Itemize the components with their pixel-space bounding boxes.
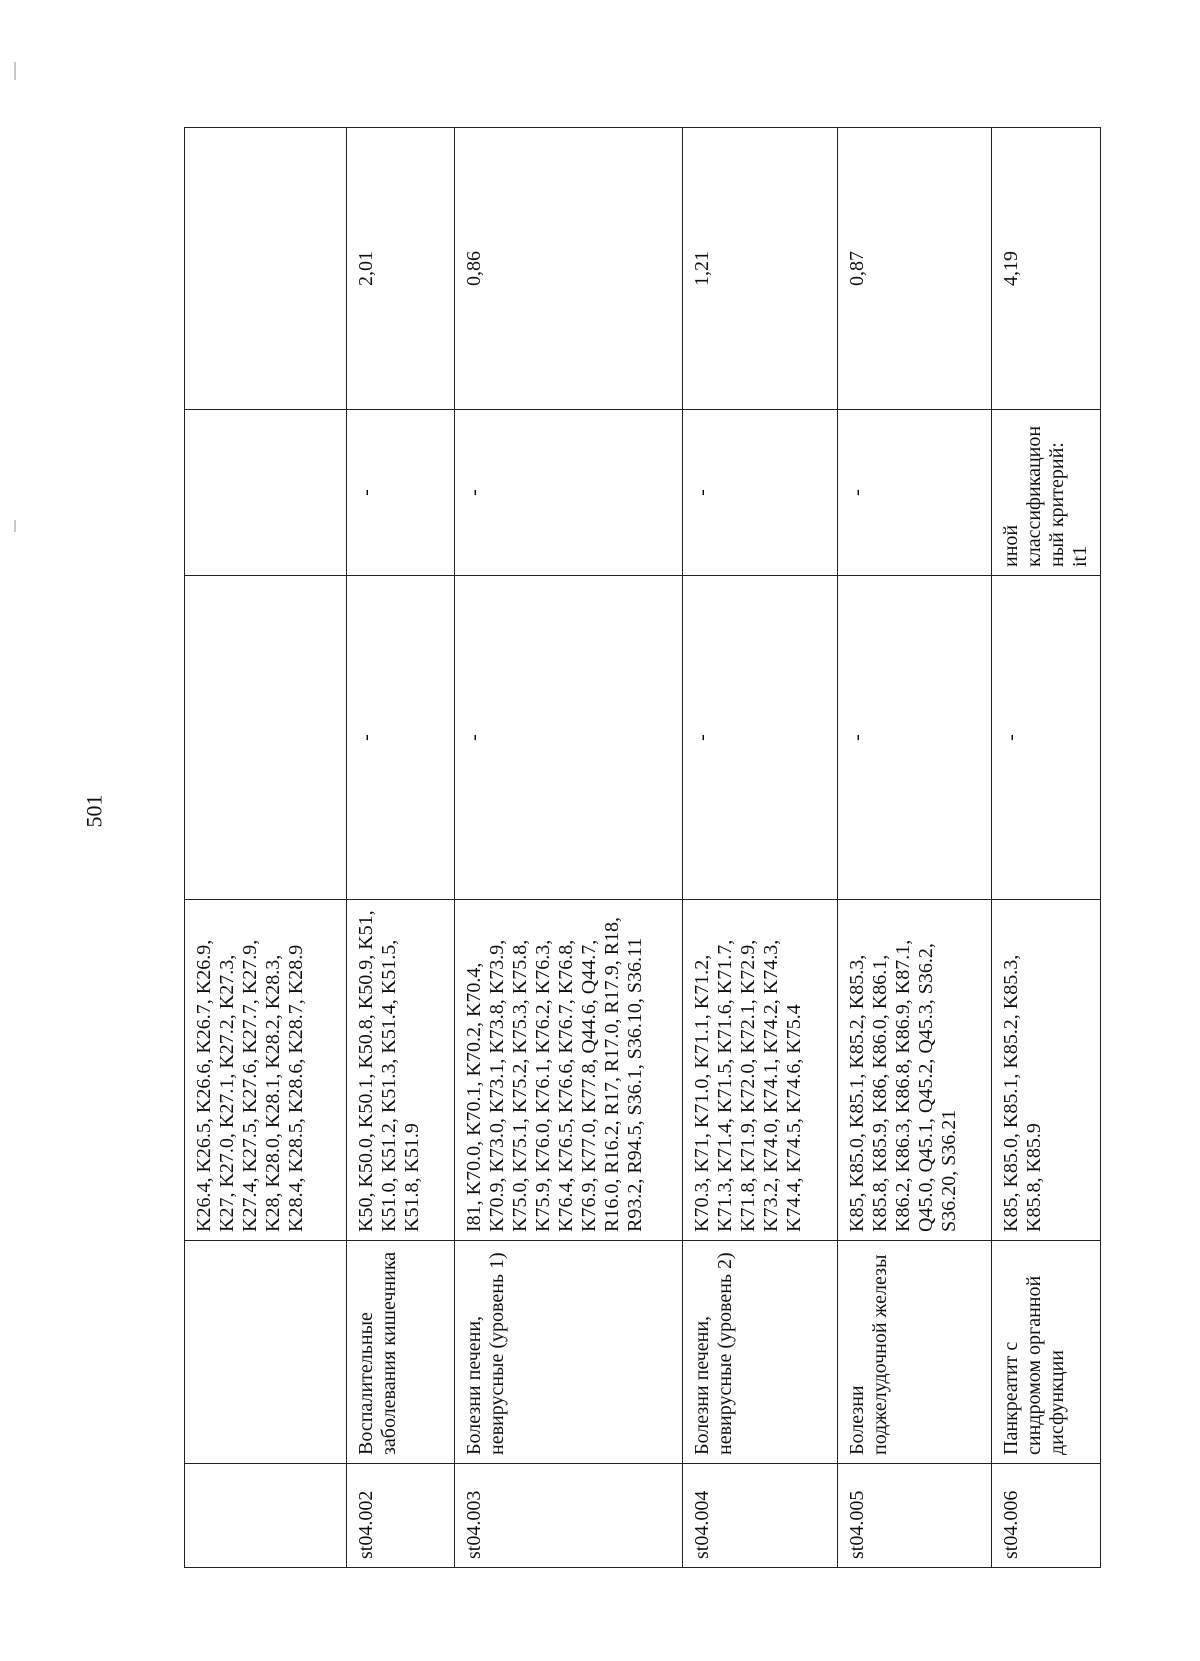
cell-name: Панкреатит с синдромом органной дисфункции [992,1241,1101,1464]
cell-code: st04.006 [992,1464,1101,1568]
cell-services: - [455,576,683,900]
cell-code: st04.005 [838,1464,992,1568]
cell-coefficient: 0,86 [455,128,683,410]
cell-diagnoses: K85, K85.0, K85.1, K85.2, K85.3, K85.8, K85.9, K86, K86.0, K86.1, K86.2, K86.3, K86.8, K86.9, K87.1, Q45.0, Q45.1, Q45.2, Q45.3, S36.2, S36.20, S36.21 [838,900,992,1241]
cell-coefficient: 4,19 [992,128,1101,410]
table-row [683,128,838,1568]
cell-name: Болезни печени, невирусные (уровень 1) [455,1241,683,1464]
cell-coefficient: 0,87 [838,128,992,410]
cell-criterion: иной классификационный критерий: it1 [992,410,1101,576]
cell-diagnoses: K70.3, K71, K71.0, K71.1, K71.2, K71.3, K71.4, K71.5, K71.6, K71.7, K71.8, K71.9, K72.0, K72.1, K72.9, K73.2, K74.0, K74.1, K74.2, K74.3, K74.4, K74.5, K74.6, K75.4 [683,900,838,1241]
cell-criterion: - [838,410,992,576]
cell-services: - [992,576,1101,900]
ksg-table [184,127,1101,1568]
page-number: 501 [81,794,107,828]
cell-criterion: - [347,410,455,576]
cell-criterion [185,410,347,576]
table-row [838,128,992,1568]
cell-diagnoses: K50, K50.0, K50.1, K50.8, K50.9, K51, K51.0, K51.2, K51.3, K51.4, K51.5, K51.8, K51.9 [347,900,455,1241]
table-row [185,128,347,1568]
cell-services [185,576,347,900]
cell-code: st04.003 [455,1464,683,1568]
table-row [992,128,1101,1568]
cell-diagnoses: I81, K70.0, K70.1, K70.2, K70.4, K70.9, K73.0, K73.1, K73.8, K73.9, K75.0, K75.1, K75.2, K75.3, K75.8, K75.9, K76.0, K76.1, K76.2, K76.3, K76.4, K76.5, K76.6, K76.7, K76.8, K76.9, K77.0, K77.8, Q44.6, Q44.7, R16.0, R16.2, R17, R17.0, R17.9, R18, R93.2, R94.5, S36.1, S36.10, S36.11 [455,900,683,1241]
cell-code [185,1464,347,1568]
cell-services: - [838,576,992,900]
cell-criterion: - [683,410,838,576]
table-row [455,128,683,1568]
cell-criterion: - [455,410,683,576]
cell-name [185,1241,347,1464]
cell-coefficient: 1,21 [683,128,838,410]
cell-name: Болезни поджелудочной железы [838,1241,992,1464]
cell-name: Воспалительные заболевания кишечника [347,1241,455,1464]
cell-name: Болезни печени, невирусные (уровень 2) [683,1241,838,1464]
cell-services: - [683,576,838,900]
table-row [347,128,455,1568]
cell-diagnoses: K26.4, K26.5, K26.6, K26.7, K26.9, K27, K27.0, K27.1, K27.2, K27.3, K27.4, K27.5, K27.6, K27.7, K27.9, K28, K28.0, K28.1, K28.2, K28.3, K28.4, K28.5, K28.6, K28.7, K28.9 [185,900,347,1241]
cell-coefficient: 2,01 [347,128,455,410]
cell-services: - [347,576,455,900]
cell-diagnoses: K85, K85.0, K85.1, K85.2, K85.3, K85.8, K85.9 [992,900,1101,1241]
scan-mark-mid [14,520,16,532]
cell-code: st04.004 [683,1464,838,1568]
cell-code: st04.002 [347,1464,455,1568]
cell-coefficient [185,128,347,410]
scan-mark-top [14,62,16,80]
rotated-table-container [184,128,1091,1568]
